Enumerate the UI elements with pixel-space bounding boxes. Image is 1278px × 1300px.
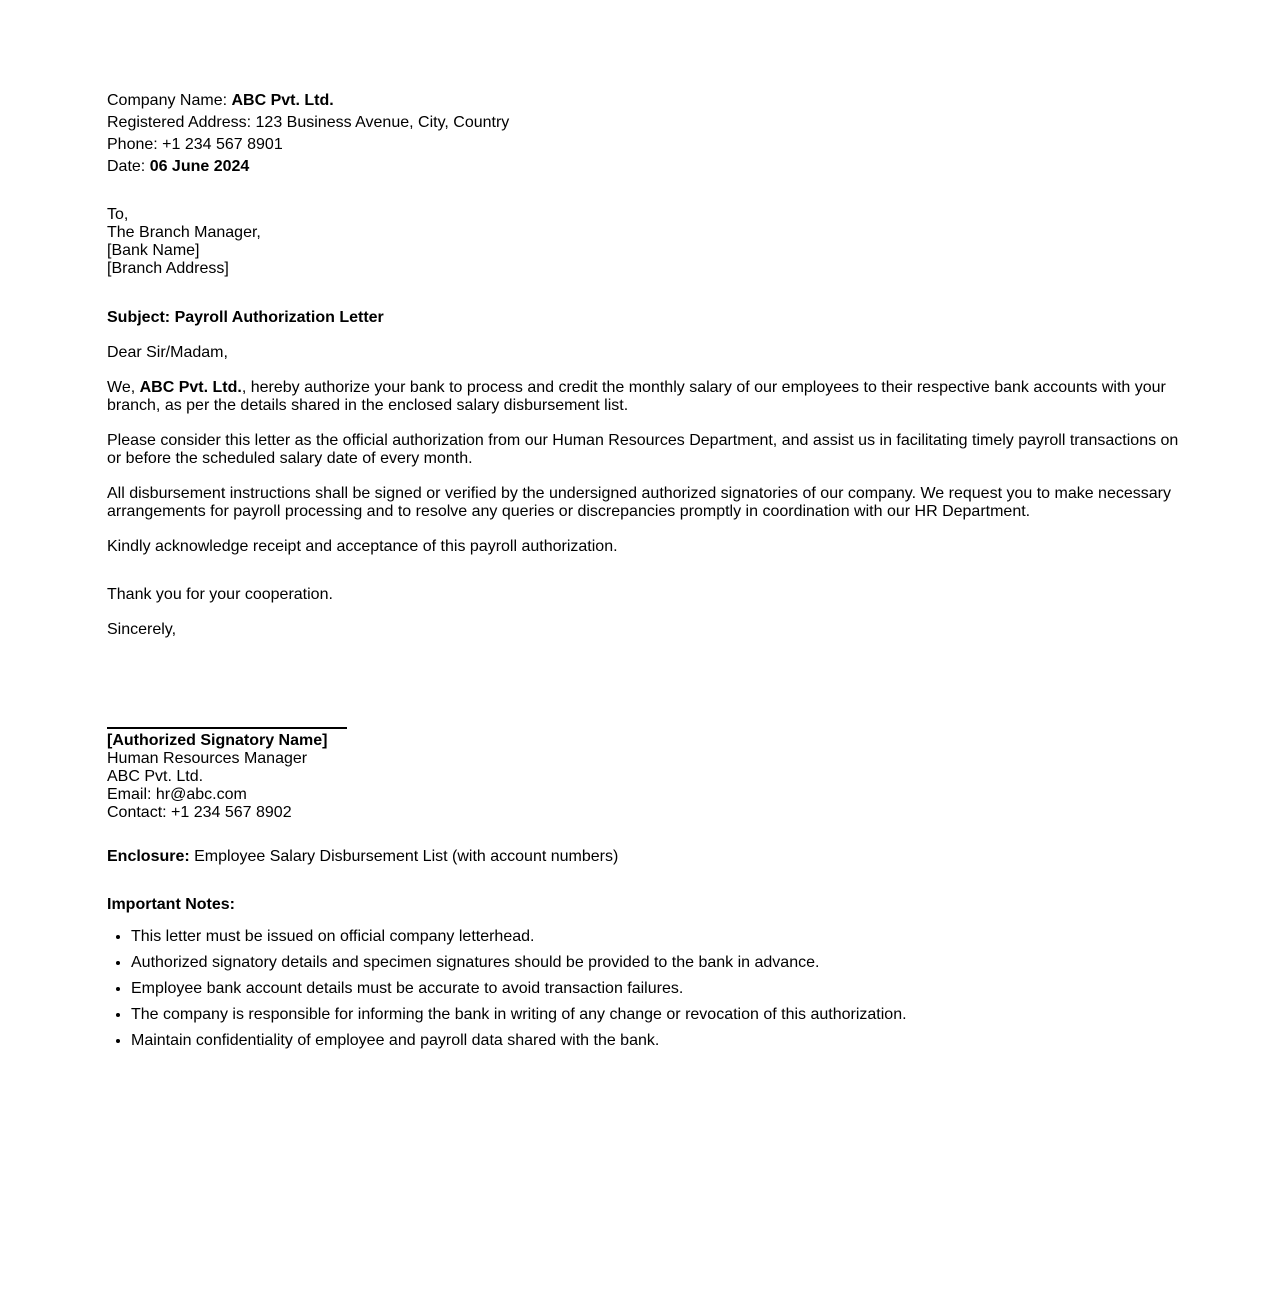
date-line (107, 156, 1187, 178)
signatory-title: Human Resources Manager (107, 750, 308, 767)
body-paragraph-2: Please consider this letter as the official authorization from our Human Resources Department, and assist us in facilitating timely payroll transactions on or before the scheduled salary date of every month. (107, 432, 1179, 467)
enclosure-line (107, 848, 1187, 866)
note-item: • Authorized signatory details and specimen signatures should be provided to the bank in advance. (131, 954, 1187, 972)
p1-company-name: ABC Pvt. Ltd. (139, 379, 242, 396)
signatory-name: [Authorized Signatory Name] (107, 732, 328, 749)
body-paragraph-5: Thank you for your cooperation. (107, 586, 333, 603)
enclosure-text: Employee Salary Disbursement List (with account numbers) (189, 848, 619, 865)
signature-line (107, 727, 347, 729)
registered-address-line: Registered Address: 123 Business Avenue, City, Country (107, 114, 510, 131)
date-value: 06 June 2024 (149, 158, 250, 175)
recipient-line: To, (107, 206, 129, 223)
phone-line: Phone: +1 234 567 8901 (107, 136, 283, 153)
signatory-email: Email: hr@abc.com (107, 786, 247, 803)
date-label: Date: (107, 158, 150, 175)
signatory-company: ABC Pvt. Ltd. (107, 768, 204, 785)
signature-block (107, 727, 1187, 822)
p1-prefix: We, (107, 379, 140, 396)
company-name-value: ABC Pvt. Ltd. (231, 92, 334, 109)
company-name-label: Company Name: (107, 92, 232, 109)
subject-line: Subject: Payroll Authorization Letter (107, 309, 384, 326)
body-paragraph-4: Kindly acknowledge receipt and acceptance of this payroll authorization. (107, 538, 618, 555)
note-item: • The company is responsible for informing the bank in writing of any change or revocation of this authorization. (131, 1006, 1187, 1024)
recipient-line: [Branch Address] (107, 260, 229, 277)
note-item: • Employee bank account details must be accurate to avoid transaction failures. (131, 980, 1187, 998)
salutation: Dear Sir/Madam, (107, 344, 228, 361)
closing: Sincerely, (107, 621, 177, 638)
company-name-line (107, 90, 1187, 112)
body-paragraph-1 (107, 379, 1187, 415)
p1-suffix: , hereby authorize your bank to process and credit the monthly salary of our employees to their respective bank accounts with your branch, as per the details shared in the enclosed salary disbursement list. (107, 379, 1166, 414)
signatory-contact: Contact: +1 234 567 8902 (107, 804, 292, 821)
note-item: • This letter must be issued on official company letterhead. (131, 928, 1187, 946)
note-item: • Maintain confidentiality of employee and payroll data shared with the bank. (131, 1032, 1187, 1050)
recipient-line: The Branch Manager, (107, 224, 261, 241)
enclosure-label: Enclosure: (107, 848, 190, 865)
body-paragraph-3: All disbursement instructions shall be signed or verified by the undersigned authorized signatories of our company. We request you to make necessary arrangements for payroll processing and to resolve any queries or discrepancies promptly in coordination with our HR Department. (107, 485, 1171, 520)
letterhead (107, 90, 1187, 178)
notes-title: Important Notes: (107, 896, 235, 913)
notes-list (107, 928, 1187, 1050)
recipient-line: [Bank Name] (107, 242, 200, 259)
recipient-block (107, 206, 1187, 278)
